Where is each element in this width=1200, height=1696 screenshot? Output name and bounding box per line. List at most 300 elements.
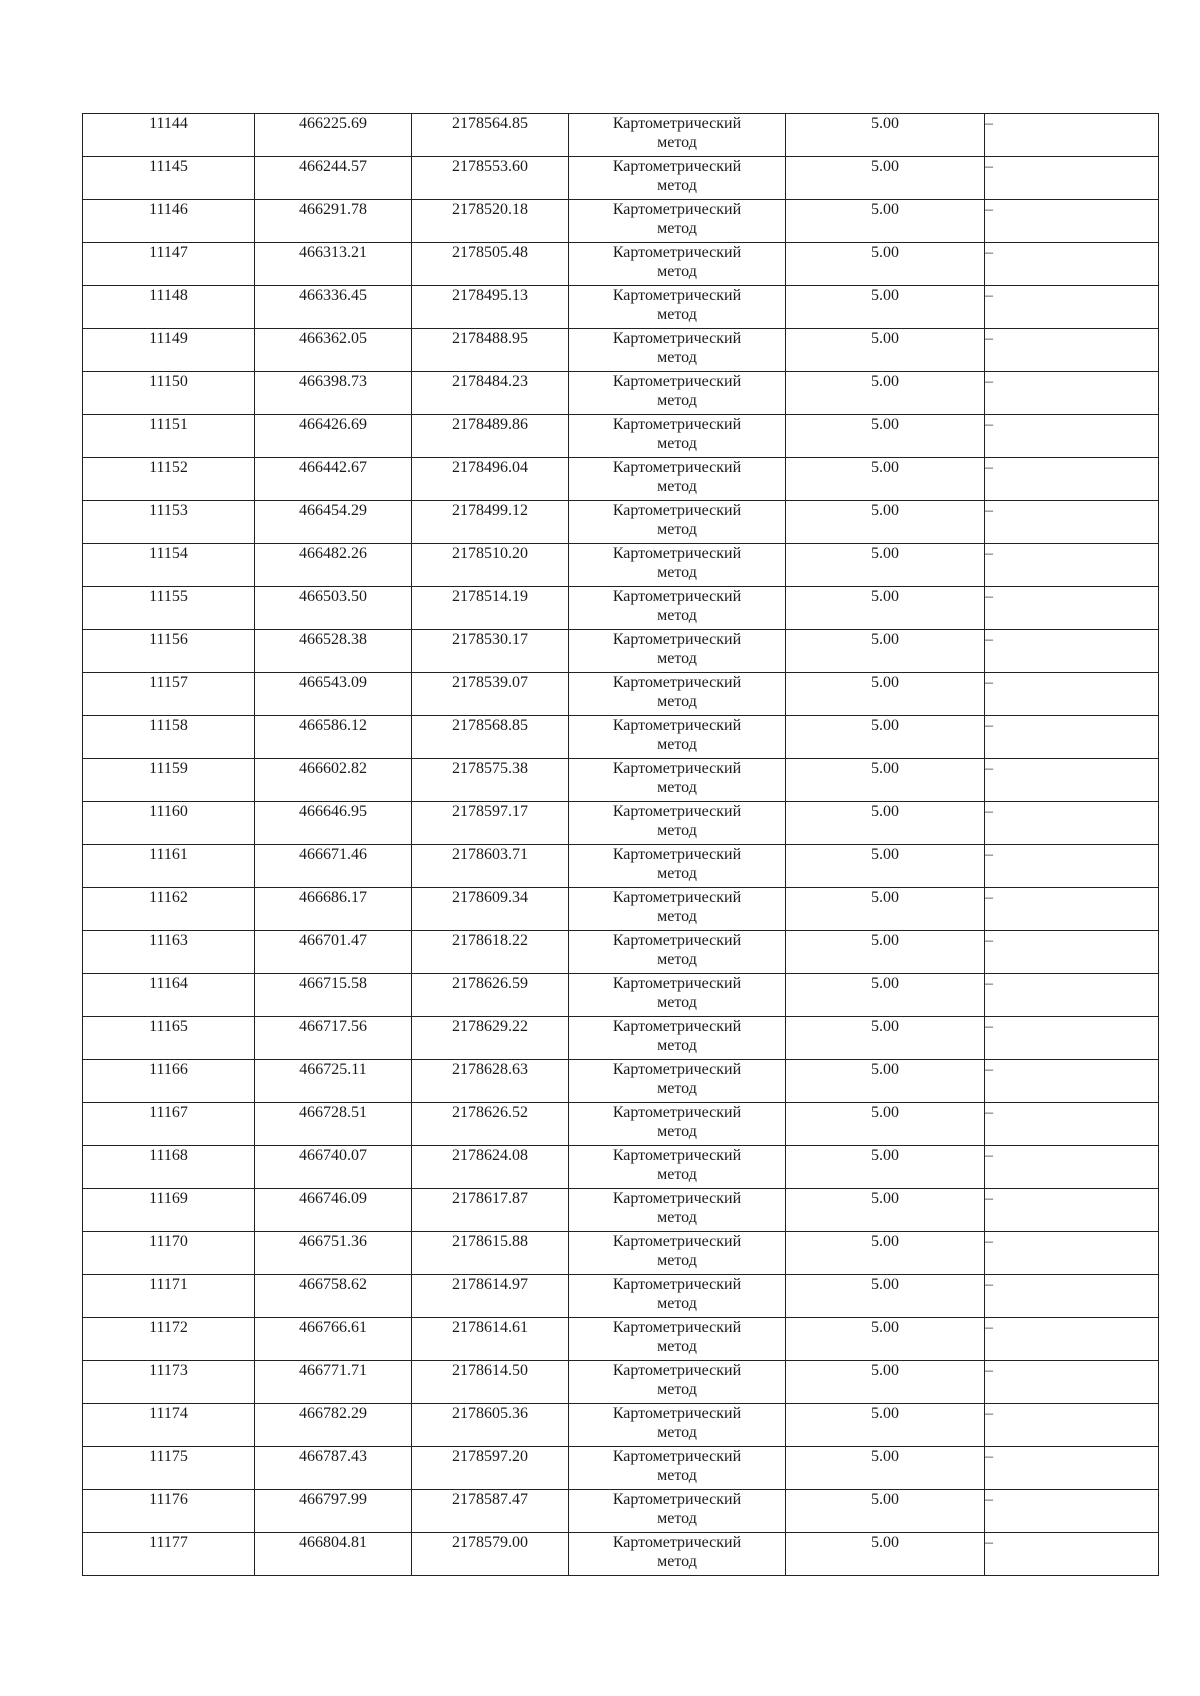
x-coordinate-cell: 466602.82 <box>255 759 412 802</box>
precision-cell: 5.00 <box>786 1017 985 1060</box>
point-number-cell: 11170 <box>83 1232 255 1275</box>
table-row <box>83 200 1159 243</box>
method-text-line: метод <box>657 1467 697 1484</box>
y-coordinate-cell: 2178496.04 <box>412 458 569 501</box>
x-coordinate-cell: 466454.29 <box>255 501 412 544</box>
precision-cell: 5.00 <box>786 1060 985 1103</box>
table-row <box>83 114 1159 157</box>
precision-cell: 5.00 <box>786 974 985 1017</box>
y-coordinate-cell: 2178499.12 <box>412 501 569 544</box>
x-coordinate-cell: 466740.07 <box>255 1146 412 1189</box>
note-cell: – <box>985 544 1159 587</box>
method-text-line: метод <box>657 220 697 237</box>
y-coordinate-cell: 2178615.88 <box>412 1232 569 1275</box>
point-number-cell: 11168 <box>83 1146 255 1189</box>
method-text-line: метод <box>657 1510 697 1527</box>
precision-cell: 5.00 <box>786 1318 985 1361</box>
note-cell: – <box>985 845 1159 888</box>
y-coordinate-cell: 2178628.63 <box>412 1060 569 1103</box>
table-row <box>83 1404 1159 1447</box>
method-text-line: метод <box>657 736 697 753</box>
y-coordinate-cell: 2178629.22 <box>412 1017 569 1060</box>
precision-cell: 5.00 <box>786 630 985 673</box>
method-text-line: Картометрический <box>612 588 742 605</box>
method-cell <box>569 1490 786 1533</box>
method-text-line: метод <box>657 177 697 194</box>
method-text-line: метод <box>657 693 697 710</box>
method-cell <box>569 802 786 845</box>
method-text-line: Картометрический <box>612 717 742 734</box>
method-text-line: метод <box>657 994 697 1011</box>
y-coordinate-cell: 2178617.87 <box>412 1189 569 1232</box>
precision-cell: 5.00 <box>786 1447 985 1490</box>
y-coordinate-cell: 2178624.08 <box>412 1146 569 1189</box>
y-coordinate-cell: 2178603.71 <box>412 845 569 888</box>
y-coordinate-cell: 2178597.20 <box>412 1447 569 1490</box>
precision-cell: 5.00 <box>786 1189 985 1232</box>
method-cell <box>569 1275 786 1318</box>
x-coordinate-cell: 466782.29 <box>255 1404 412 1447</box>
note-cell: – <box>985 200 1159 243</box>
x-coordinate-cell: 466336.45 <box>255 286 412 329</box>
table-row <box>83 1060 1159 1103</box>
method-text-line: метод <box>657 650 697 667</box>
method-text-line: метод <box>657 1295 697 1312</box>
precision-cell: 5.00 <box>786 1275 985 1318</box>
method-text-line: Картометрический <box>612 1190 742 1207</box>
table-row <box>83 286 1159 329</box>
method-text-line: метод <box>657 1338 697 1355</box>
method-cell <box>569 1447 786 1490</box>
method-text-line: Картометрический <box>612 1147 742 1164</box>
note-cell: – <box>985 759 1159 802</box>
method-cell <box>569 1103 786 1146</box>
method-text-line: метод <box>657 1037 697 1054</box>
x-coordinate-cell: 466291.78 <box>255 200 412 243</box>
method-cell <box>569 931 786 974</box>
y-coordinate-cell: 2178626.52 <box>412 1103 569 1146</box>
point-number-cell: 11144 <box>83 114 255 157</box>
note-cell: – <box>985 329 1159 372</box>
note-cell: – <box>985 286 1159 329</box>
point-number-cell: 11150 <box>83 372 255 415</box>
point-number-cell: 11174 <box>83 1404 255 1447</box>
precision-cell: 5.00 <box>786 1404 985 1447</box>
precision-cell: 5.00 <box>786 458 985 501</box>
method-cell <box>569 673 786 716</box>
method-text-line: Картометрический <box>612 803 742 820</box>
point-number-cell: 11146 <box>83 200 255 243</box>
method-cell <box>569 1232 786 1275</box>
y-coordinate-cell: 2178495.13 <box>412 286 569 329</box>
precision-cell: 5.00 <box>786 415 985 458</box>
method-text-line: метод <box>657 263 697 280</box>
point-number-cell: 11176 <box>83 1490 255 1533</box>
precision-cell: 5.00 <box>786 1232 985 1275</box>
note-cell: – <box>985 1404 1159 1447</box>
point-number-cell: 11172 <box>83 1318 255 1361</box>
table-row <box>83 1103 1159 1146</box>
note-cell: – <box>985 415 1159 458</box>
note-cell: – <box>985 1189 1159 1232</box>
table-row <box>83 845 1159 888</box>
x-coordinate-cell: 466442.67 <box>255 458 412 501</box>
y-coordinate-cell: 2178609.34 <box>412 888 569 931</box>
x-coordinate-cell: 466398.73 <box>255 372 412 415</box>
method-text-line: Картометрический <box>612 201 742 218</box>
note-cell: – <box>985 673 1159 716</box>
method-text-line: метод <box>657 779 697 796</box>
table-row <box>83 1318 1159 1361</box>
x-coordinate-cell: 466771.71 <box>255 1361 412 1404</box>
method-cell <box>569 157 786 200</box>
method-text-line: Картометрический <box>612 674 742 691</box>
method-cell <box>569 759 786 802</box>
method-text-line: метод <box>657 951 697 968</box>
x-coordinate-cell: 466797.99 <box>255 1490 412 1533</box>
point-number-cell: 11173 <box>83 1361 255 1404</box>
table-row <box>83 1533 1159 1576</box>
note-cell: – <box>985 1361 1159 1404</box>
precision-cell: 5.00 <box>786 243 985 286</box>
x-coordinate-cell: 466586.12 <box>255 716 412 759</box>
precision-cell: 5.00 <box>786 200 985 243</box>
table-row <box>83 1490 1159 1533</box>
y-coordinate-cell: 2178505.48 <box>412 243 569 286</box>
method-cell <box>569 243 786 286</box>
x-coordinate-cell: 466686.17 <box>255 888 412 931</box>
point-number-cell: 11148 <box>83 286 255 329</box>
point-number-cell: 11156 <box>83 630 255 673</box>
method-text-line: Картометрический <box>612 1233 742 1250</box>
point-number-cell: 11154 <box>83 544 255 587</box>
method-cell <box>569 114 786 157</box>
table-row <box>83 888 1159 931</box>
method-text-line: Картометрический <box>612 932 742 949</box>
precision-cell: 5.00 <box>786 114 985 157</box>
x-coordinate-cell: 466751.36 <box>255 1232 412 1275</box>
point-number-cell: 11175 <box>83 1447 255 1490</box>
point-number-cell: 11155 <box>83 587 255 630</box>
y-coordinate-cell: 2178564.85 <box>412 114 569 157</box>
x-coordinate-cell: 466671.46 <box>255 845 412 888</box>
method-cell <box>569 415 786 458</box>
method-text-line: Картометрический <box>612 1276 742 1293</box>
point-number-cell: 11157 <box>83 673 255 716</box>
method-cell <box>569 1146 786 1189</box>
y-coordinate-cell: 2178514.19 <box>412 587 569 630</box>
precision-cell: 5.00 <box>786 1361 985 1404</box>
coordinates-table <box>82 113 1159 1576</box>
method-text-line: метод <box>657 1424 697 1441</box>
x-coordinate-cell: 466528.38 <box>255 630 412 673</box>
method-cell <box>569 329 786 372</box>
point-number-cell: 11161 <box>83 845 255 888</box>
y-coordinate-cell: 2178539.07 <box>412 673 569 716</box>
table-row <box>83 716 1159 759</box>
point-number-cell: 11160 <box>83 802 255 845</box>
method-text-line: Картометрический <box>612 502 742 519</box>
method-text-line: метод <box>657 1080 697 1097</box>
note-cell: – <box>985 931 1159 974</box>
method-text-line: Картометрический <box>612 889 742 906</box>
method-text-line: Картометрический <box>612 1405 742 1422</box>
table-row <box>83 1361 1159 1404</box>
method-cell <box>569 1533 786 1576</box>
table-row <box>83 1275 1159 1318</box>
method-text-line: Картометрический <box>612 1448 742 1465</box>
method-cell <box>569 1017 786 1060</box>
y-coordinate-cell: 2178597.17 <box>412 802 569 845</box>
note-cell: – <box>985 1060 1159 1103</box>
coordinates-table-body <box>83 114 1159 1576</box>
table-row <box>83 329 1159 372</box>
table-row <box>83 157 1159 200</box>
y-coordinate-cell: 2178484.23 <box>412 372 569 415</box>
method-text-line: метод <box>657 435 697 452</box>
note-cell: – <box>985 974 1159 1017</box>
method-text-line: Картометрический <box>612 545 742 562</box>
x-coordinate-cell: 466543.09 <box>255 673 412 716</box>
method-text-line: Картометрический <box>612 459 742 476</box>
point-number-cell: 11145 <box>83 157 255 200</box>
x-coordinate-cell: 466426.69 <box>255 415 412 458</box>
precision-cell: 5.00 <box>786 329 985 372</box>
precision-cell: 5.00 <box>786 673 985 716</box>
point-number-cell: 11167 <box>83 1103 255 1146</box>
x-coordinate-cell: 466715.58 <box>255 974 412 1017</box>
point-number-cell: 11147 <box>83 243 255 286</box>
x-coordinate-cell: 466728.51 <box>255 1103 412 1146</box>
method-text-line: метод <box>657 1553 697 1570</box>
method-cell <box>569 372 786 415</box>
note-cell: – <box>985 114 1159 157</box>
method-cell <box>569 1189 786 1232</box>
point-number-cell: 11152 <box>83 458 255 501</box>
point-number-cell: 11159 <box>83 759 255 802</box>
method-cell <box>569 630 786 673</box>
precision-cell: 5.00 <box>786 372 985 415</box>
x-coordinate-cell: 466482.26 <box>255 544 412 587</box>
precision-cell: 5.00 <box>786 1103 985 1146</box>
precision-cell: 5.00 <box>786 845 985 888</box>
note-cell: – <box>985 1146 1159 1189</box>
method-text-line: метод <box>657 521 697 538</box>
y-coordinate-cell: 2178579.00 <box>412 1533 569 1576</box>
method-text-line: метод <box>657 607 697 624</box>
method-cell <box>569 716 786 759</box>
x-coordinate-cell: 466701.47 <box>255 931 412 974</box>
point-number-cell: 11163 <box>83 931 255 974</box>
method-text-line: метод <box>657 478 697 495</box>
y-coordinate-cell: 2178488.95 <box>412 329 569 372</box>
x-coordinate-cell: 466725.11 <box>255 1060 412 1103</box>
note-cell: – <box>985 157 1159 200</box>
method-text-line: Картометрический <box>612 1319 742 1336</box>
note-cell: – <box>985 587 1159 630</box>
y-coordinate-cell: 2178568.85 <box>412 716 569 759</box>
point-number-cell: 11149 <box>83 329 255 372</box>
y-coordinate-cell: 2178575.38 <box>412 759 569 802</box>
table-row <box>83 931 1159 974</box>
precision-cell: 5.00 <box>786 1490 985 1533</box>
point-number-cell: 11151 <box>83 415 255 458</box>
x-coordinate-cell: 466244.57 <box>255 157 412 200</box>
method-cell <box>569 888 786 931</box>
point-number-cell: 11171 <box>83 1275 255 1318</box>
point-number-cell: 11166 <box>83 1060 255 1103</box>
y-coordinate-cell: 2178614.61 <box>412 1318 569 1361</box>
table-row <box>83 243 1159 286</box>
method-text-line: Картометрический <box>612 416 742 433</box>
method-text-line: Картометрический <box>612 975 742 992</box>
x-coordinate-cell: 466313.21 <box>255 243 412 286</box>
method-text-line: метод <box>657 306 697 323</box>
method-cell <box>569 458 786 501</box>
method-text-line: Картометрический <box>612 373 742 390</box>
x-coordinate-cell: 466362.05 <box>255 329 412 372</box>
table-row <box>83 458 1159 501</box>
y-coordinate-cell: 2178605.36 <box>412 1404 569 1447</box>
table-row <box>83 1447 1159 1490</box>
point-number-cell: 11162 <box>83 888 255 931</box>
method-text-line: Картометрический <box>612 631 742 648</box>
note-cell: – <box>985 802 1159 845</box>
method-text-line: метод <box>657 564 697 581</box>
method-cell <box>569 286 786 329</box>
precision-cell: 5.00 <box>786 544 985 587</box>
method-text-line: метод <box>657 1123 697 1140</box>
document-page <box>82 113 1158 1576</box>
method-cell <box>569 974 786 1017</box>
y-coordinate-cell: 2178626.59 <box>412 974 569 1017</box>
method-cell <box>569 1361 786 1404</box>
point-number-cell: 11158 <box>83 716 255 759</box>
table-row <box>83 415 1159 458</box>
method-text-line: Картометрический <box>612 158 742 175</box>
method-text-line: Картометрический <box>612 1061 742 1078</box>
method-cell <box>569 587 786 630</box>
table-row <box>83 372 1159 415</box>
table-row <box>83 501 1159 544</box>
note-cell: – <box>985 1490 1159 1533</box>
method-text-line: метод <box>657 1209 697 1226</box>
note-cell: – <box>985 1533 1159 1576</box>
method-text-line: Картометрический <box>612 846 742 863</box>
method-text-line: метод <box>657 865 697 882</box>
method-text-line: Картометрический <box>612 1104 742 1121</box>
table-row <box>83 1232 1159 1275</box>
x-coordinate-cell: 466804.81 <box>255 1533 412 1576</box>
table-row <box>83 630 1159 673</box>
note-cell: – <box>985 630 1159 673</box>
note-cell: – <box>985 888 1159 931</box>
y-coordinate-cell: 2178614.97 <box>412 1275 569 1318</box>
precision-cell: 5.00 <box>786 888 985 931</box>
x-coordinate-cell: 466758.62 <box>255 1275 412 1318</box>
note-cell: – <box>985 1447 1159 1490</box>
y-coordinate-cell: 2178618.22 <box>412 931 569 974</box>
y-coordinate-cell: 2178489.86 <box>412 415 569 458</box>
method-cell <box>569 1404 786 1447</box>
x-coordinate-cell: 466766.61 <box>255 1318 412 1361</box>
y-coordinate-cell: 2178510.20 <box>412 544 569 587</box>
point-number-cell: 11177 <box>83 1533 255 1576</box>
note-cell: – <box>985 458 1159 501</box>
table-row <box>83 587 1159 630</box>
precision-cell: 5.00 <box>786 1533 985 1576</box>
x-coordinate-cell: 466717.56 <box>255 1017 412 1060</box>
table-row <box>83 802 1159 845</box>
point-number-cell: 11169 <box>83 1189 255 1232</box>
method-text-line: метод <box>657 822 697 839</box>
precision-cell: 5.00 <box>786 286 985 329</box>
y-coordinate-cell: 2178520.18 <box>412 200 569 243</box>
table-row <box>83 759 1159 802</box>
precision-cell: 5.00 <box>786 1146 985 1189</box>
precision-cell: 5.00 <box>786 157 985 200</box>
precision-cell: 5.00 <box>786 587 985 630</box>
note-cell: – <box>985 1103 1159 1146</box>
method-cell <box>569 1060 786 1103</box>
method-text-line: метод <box>657 1166 697 1183</box>
y-coordinate-cell: 2178530.17 <box>412 630 569 673</box>
table-row <box>83 1146 1159 1189</box>
point-number-cell: 11164 <box>83 974 255 1017</box>
method-cell <box>569 200 786 243</box>
method-text-line: метод <box>657 392 697 409</box>
x-coordinate-cell: 466503.50 <box>255 587 412 630</box>
precision-cell: 5.00 <box>786 501 985 544</box>
method-text-line: метод <box>657 908 697 925</box>
method-text-line: Картометрический <box>612 760 742 777</box>
note-cell: – <box>985 501 1159 544</box>
x-coordinate-cell: 466646.95 <box>255 802 412 845</box>
table-row <box>83 1017 1159 1060</box>
method-text-line: метод <box>657 1252 697 1269</box>
precision-cell: 5.00 <box>786 716 985 759</box>
note-cell: – <box>985 1318 1159 1361</box>
method-text-line: метод <box>657 134 697 151</box>
method-text-line: Картометрический <box>612 330 742 347</box>
y-coordinate-cell: 2178553.60 <box>412 157 569 200</box>
method-text-line: Картометрический <box>612 1534 742 1551</box>
note-cell: – <box>985 372 1159 415</box>
x-coordinate-cell: 466787.43 <box>255 1447 412 1490</box>
point-number-cell: 11153 <box>83 501 255 544</box>
method-text-line: Картометрический <box>612 1491 742 1508</box>
x-coordinate-cell: 466225.69 <box>255 114 412 157</box>
method-text-line: метод <box>657 1381 697 1398</box>
table-row <box>83 974 1159 1017</box>
method-text-line: Картометрический <box>612 115 742 132</box>
table-row <box>83 673 1159 716</box>
y-coordinate-cell: 2178614.50 <box>412 1361 569 1404</box>
note-cell: – <box>985 1232 1159 1275</box>
point-number-cell: 11165 <box>83 1017 255 1060</box>
x-coordinate-cell: 466746.09 <box>255 1189 412 1232</box>
method-text-line: Картометрический <box>612 287 742 304</box>
note-cell: – <box>985 243 1159 286</box>
precision-cell: 5.00 <box>786 931 985 974</box>
method-text-line: Картометрический <box>612 1018 742 1035</box>
note-cell: – <box>985 1275 1159 1318</box>
method-cell <box>569 1318 786 1361</box>
precision-cell: 5.00 <box>786 759 985 802</box>
method-text-line: Картометрический <box>612 244 742 261</box>
note-cell: – <box>985 1017 1159 1060</box>
method-cell <box>569 845 786 888</box>
